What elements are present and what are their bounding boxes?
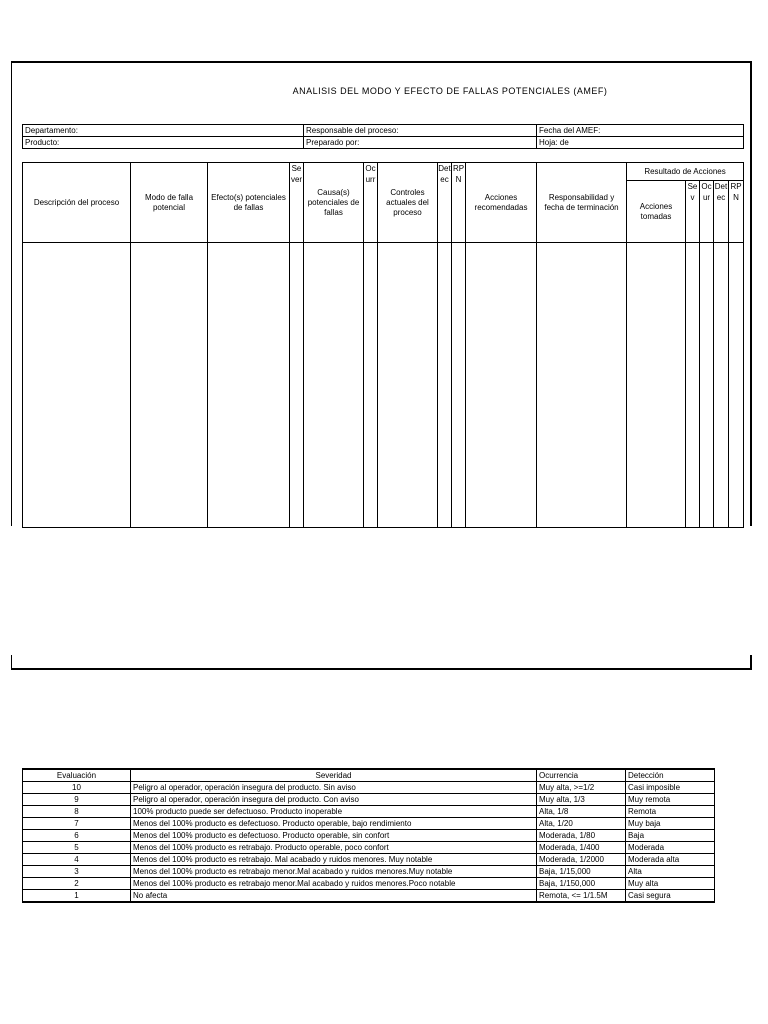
form-frame-right	[750, 61, 752, 526]
eval-severidad: No afecta	[131, 890, 537, 903]
col-result-rpn: RPN	[729, 181, 744, 243]
eval-ocurrencia: Moderada, 1/80	[537, 830, 626, 842]
table-row	[23, 830, 715, 842]
cell-rpn[interactable]	[452, 243, 466, 528]
table-row	[23, 842, 715, 854]
table-row	[23, 878, 715, 890]
eval-deteccion: Moderada	[626, 842, 715, 854]
eval-ocurrencia: Baja, 1/15,000	[537, 866, 626, 878]
amef-table	[22, 162, 744, 528]
col-causas: Causa(s) potenciales de fallas	[304, 163, 364, 243]
cell-modo-falla[interactable]	[131, 243, 208, 528]
eval-rating: 5	[23, 842, 131, 854]
table-row	[23, 890, 715, 903]
eval-severidad: Menos del 100% producto es retrabajo. Producto operable, poco confort	[131, 842, 537, 854]
field-departamento[interactable]: Departamento:	[23, 125, 304, 137]
cell-descripcion[interactable]	[23, 243, 131, 528]
eval-rating: 9	[23, 794, 131, 806]
table-row	[23, 782, 715, 794]
col-result-ocur: Ocur	[700, 181, 714, 243]
field-preparado[interactable]: Preparado por:	[304, 137, 537, 149]
eval-rating: 7	[23, 818, 131, 830]
eval-rating: 6	[23, 830, 131, 842]
eval-rating: 1	[23, 890, 131, 903]
evaluation-table	[22, 768, 715, 903]
eval-header-severidad: Severidad	[131, 769, 537, 782]
eval-severidad: Menos del 100% producto es retrabajo menor.Mal acabado y ruidos menores.Muy notable	[131, 866, 537, 878]
field-fecha[interactable]: Fecha del AMEF:	[537, 125, 744, 137]
form-frame-top	[11, 61, 752, 63]
table-row	[23, 806, 715, 818]
eval-deteccion: Moderada alta	[626, 854, 715, 866]
eval-ocurrencia: Moderada, 1/400	[537, 842, 626, 854]
cell-acciones-recomendadas[interactable]	[466, 243, 537, 528]
col-acciones-recomendadas: Acciones recomendadas	[466, 163, 537, 243]
eval-deteccion: Alta	[626, 866, 715, 878]
eval-severidad: 100% producto puede ser defectuoso. Producto inoperable	[131, 806, 537, 818]
eval-rating: 8	[23, 806, 131, 818]
cell-responsabilidad[interactable]	[537, 243, 627, 528]
evaluation-header-row	[23, 769, 715, 782]
cell-acciones-tomadas[interactable]	[627, 243, 686, 528]
cell-efectos[interactable]	[208, 243, 290, 528]
cell-result-sev[interactable]	[686, 243, 700, 528]
eval-deteccion: Muy alta	[626, 878, 715, 890]
eval-ocurrencia: Remota, <= 1/1.5M	[537, 890, 626, 903]
amef-entry-row	[23, 243, 744, 528]
table-row	[23, 854, 715, 866]
eval-deteccion: Remota	[626, 806, 715, 818]
eval-ocurrencia: Baja, 1/150,000	[537, 878, 626, 890]
eval-rating: 2	[23, 878, 131, 890]
cell-result-ocur[interactable]	[700, 243, 714, 528]
eval-deteccion: Baja	[626, 830, 715, 842]
table-row	[23, 818, 715, 830]
col-efectos: Efecto(s) potenciales de fallas	[208, 163, 290, 243]
eval-deteccion: Casi imposible	[626, 782, 715, 794]
cell-controles[interactable]	[378, 243, 438, 528]
document-title: ANALISIS DEL MODO Y EFECTO DE FALLAS POTENCIALES (AMEF)	[292, 86, 608, 96]
eval-severidad: Menos del 100% producto es retrabajo. Mal acabado y ruidos menores. Muy notable	[131, 854, 537, 866]
col-ocurr: Ocurr	[364, 163, 378, 243]
eval-ocurrencia: Alta, 1/8	[537, 806, 626, 818]
eval-deteccion: Muy remota	[626, 794, 715, 806]
eval-severidad: Menos del 100% producto es defectuoso. Producto operable, sin confort	[131, 830, 537, 842]
col-detec: Detec	[438, 163, 452, 243]
field-hoja[interactable]: Hoja: de	[537, 137, 744, 149]
header-fields-table	[22, 124, 744, 149]
field-producto[interactable]: Producto:	[23, 137, 304, 149]
col-resultado-acciones: Resultado de Acciones	[627, 163, 744, 181]
cell-sever[interactable]	[290, 243, 304, 528]
form-frame-bottom	[11, 668, 752, 670]
cell-causas[interactable]	[304, 243, 364, 528]
col-modo-falla: Modo de falla potencial	[131, 163, 208, 243]
eval-header-deteccion: Detección	[626, 769, 715, 782]
eval-rating: 3	[23, 866, 131, 878]
eval-rating: 10	[23, 782, 131, 794]
col-responsabilidad: Responsabilidad y fecha de terminación	[537, 163, 627, 243]
eval-header-ocurrencia: Ocurrencia	[537, 769, 626, 782]
cell-ocurr[interactable]	[364, 243, 378, 528]
eval-ocurrencia: Muy alta, 1/3	[537, 794, 626, 806]
col-controles: Controles actuales del proceso	[378, 163, 438, 243]
col-result-sev: Sev	[686, 181, 700, 243]
eval-severidad: Peligro al operador, operación insegura del producto. Con aviso	[131, 794, 537, 806]
form-frame-bottom-left	[11, 655, 12, 669]
table-row	[23, 794, 715, 806]
table-row	[23, 866, 715, 878]
eval-deteccion: Casi segura	[626, 890, 715, 903]
col-result-detec: Detec	[714, 181, 729, 243]
eval-severidad: Menos del 100% producto es retrabajo menor.Mal acabado y ruidos menores.Poco notable	[131, 878, 537, 890]
eval-header-evaluacion: Evaluación	[23, 769, 131, 782]
form-frame-bottom-right	[750, 655, 752, 669]
col-rpn: RPN	[452, 163, 466, 243]
col-sever: Sever	[290, 163, 304, 243]
form-frame-left	[11, 61, 12, 526]
col-acciones-tomadas: Acciones tomadas	[627, 181, 686, 243]
eval-severidad: Menos del 100% producto es defectuoso. Producto operable, bajo rendimiento	[131, 818, 537, 830]
cell-result-detec[interactable]	[714, 243, 729, 528]
eval-ocurrencia: Alta, 1/20	[537, 818, 626, 830]
eval-ocurrencia: Muy alta, >=1/2	[537, 782, 626, 794]
col-descripcion: Descripción del proceso	[23, 163, 131, 243]
eval-severidad: Peligro al operador, operación insegura del producto. Sin aviso	[131, 782, 537, 794]
eval-deteccion: Muy baja	[626, 818, 715, 830]
eval-ocurrencia: Moderada, 1/2000	[537, 854, 626, 866]
eval-rating: 4	[23, 854, 131, 866]
cell-detec[interactable]	[438, 243, 452, 528]
cell-result-rpn[interactable]	[729, 243, 744, 528]
field-responsable[interactable]: Responsable del proceso:	[304, 125, 537, 137]
